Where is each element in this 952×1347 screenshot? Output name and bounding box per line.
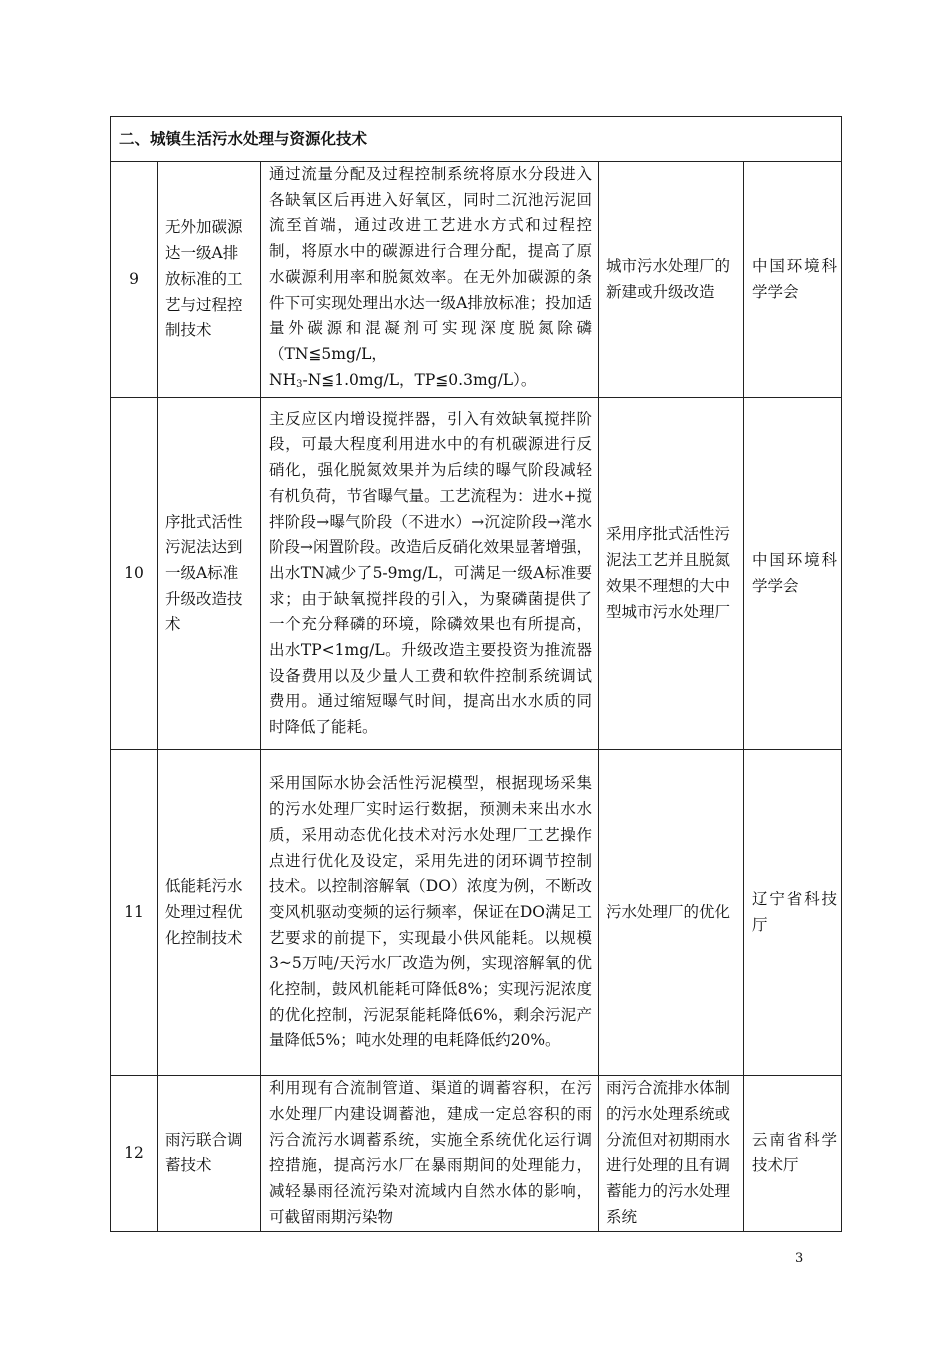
description-text: 通过流量分配及过程控制系统将原水分段进入各缺氧区后再进入好氧区，同时二沉池污泥回流至首端，通过改进工艺进水方式和过程控制，将原水中的碳源进行合理分配，提高了原水碳源利用率和脱氮效率。在无外加碳源的条件下可实现处理出水达一级A排放标准；投加适量外碳源和混凝剂可实现深度脱氮除磷（TN≦5mg/L， xyxy=(269,165,592,363)
technology-name: 无外加碳源达一级A排放标准的工艺与过程控制技术 xyxy=(158,162,261,398)
technology-description: 主反应区内增设搅拌器，引入有效缺氧搅拌阶段，可最大程度利用进水中的有机碳源进行反硝化，强化脱氮效果并为后续的曝气阶段减轻有机负荷，节省曝气量。工艺流程为：进水+搅拌阶段→曝气阶段（不进水）→沉淀阶段→滗水阶段→闲置阶段。改造后反硝化效果显著增强，出水TN减少了5-9mg/L，可满足一级A标准要求；由于缺氧搅拌段的引入，为聚磷菌提供了一个充分释磷的环境，除磷效果也有所提高，出水TP<1mg/L。升级改造主要投资为推流器设备费用以及少量人工费和软件控制系统调试费用。通过缩短曝气时间，提高出水水质的同时降低了能耗。 xyxy=(261,398,599,750)
row-number: 12 xyxy=(111,1076,158,1231)
application-scope: 采用序批式活性污泥法工艺并且脱氮效果不理想的大中型城市污水处理厂 xyxy=(599,398,744,750)
description-formula-rest: -N≦1.0mg/L，TP≦0.3mg/L）。 xyxy=(302,370,537,389)
page-number: 3 xyxy=(795,1251,804,1266)
technology-description xyxy=(261,162,599,398)
row-number: 11 xyxy=(111,750,158,1076)
description-formula-nh: NH xyxy=(269,370,297,389)
section-title: 二、城镇生活污水处理与资源化技术 xyxy=(111,117,842,162)
technology-name: 序批式活性污泥法达到一级A标准升级改造技术 xyxy=(158,398,261,750)
row-number: 9 xyxy=(111,162,158,398)
recommending-org: 中国环境科学学会 xyxy=(744,398,842,750)
table-row xyxy=(111,162,842,398)
technology-name: 低能耗污水处理过程优化控制技术 xyxy=(158,750,261,1076)
technology-table xyxy=(110,116,842,1232)
table-row xyxy=(111,1076,842,1231)
table-row xyxy=(111,398,842,750)
technology-description: 利用现有合流制管道、渠道的调蓄容积，在污水处理厂内建设调蓄池，建成一定总容积的雨污合流污水调蓄系统，实施全系统优化运行调控措施，提高污水厂在暴雨期间的处理能力，减轻暴雨径流污染对流域内自然水体的影响，可截留雨期污染物 xyxy=(261,1076,599,1231)
application-scope: 城市污水处理厂的新建或升级改造 xyxy=(599,162,744,398)
application-scope: 雨污合流排水体制的污水处理系统或分流但对初期雨水进行处理的且有调蓄能力的污水处理系统 xyxy=(599,1076,744,1231)
table-row xyxy=(111,750,842,1076)
recommending-org: 辽宁省科技厅 xyxy=(744,750,842,1076)
technology-description: 采用国际水协会活性污泥模型，根据现场采集的污水处理厂实时运行数据，预测未来出水水质，采用动态优化技术对污水处理厂工艺操作点进行优化及设定，采用先进的闭环调节控制技术。以控制溶解氧（DO）浓度为例，不断改变风机驱动变频的运行频率，保证在DO满足工艺要求的前提下，实现最小供风能耗。以规模3~5万吨/天污水厂改造为例，实现溶解氧的优化控制，鼓风机能耗可降低8%；实现污泥浓度的优化控制，污泥泵能耗降低6%，剩余污泥产量降低5%；吨水处理的电耗降低约20%。 xyxy=(261,750,599,1076)
application-scope: 污水处理厂的优化 xyxy=(599,750,744,1076)
row-number: 10 xyxy=(111,398,158,750)
recommending-org: 中国环境科学学会 xyxy=(744,162,842,398)
recommending-org: 云南省科学技术厅 xyxy=(744,1076,842,1231)
description-formula-subscript: 3 xyxy=(296,378,303,390)
technology-name: 雨污联合调蓄技术 xyxy=(158,1076,261,1231)
section-header-row xyxy=(111,117,842,162)
